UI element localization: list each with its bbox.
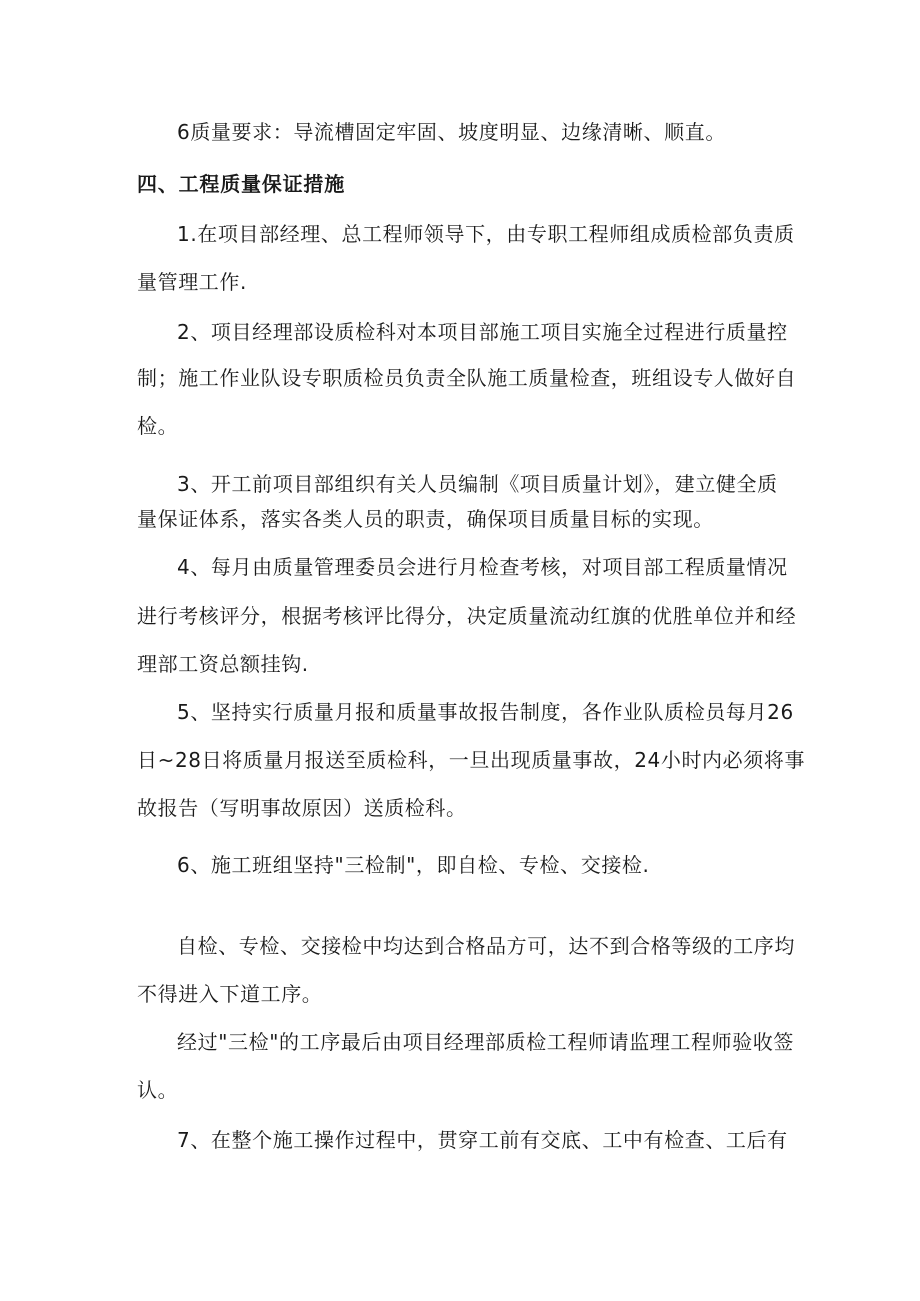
paragraph-5-line-2: 日~28日将质量月报送至质检科，一旦出现质量事故，24小时内必须将事 <box>137 748 806 772</box>
paragraph-7-line-1: 自检、专检、交接检中均达到合格品方可，达不到合格等级的工序均 <box>177 934 795 958</box>
paragraph-4-line-3: 理部工资总额挂钩. <box>137 652 309 676</box>
paragraph-3-line-2: 量保证体系，落实各类人员的职责，确保项目质量目标的实现。 <box>137 507 714 531</box>
paragraph-4-line-1: 4、每月由质量管理委员会进行月检查考核，对项目部工程质量情况 <box>177 555 788 579</box>
paragraph-6-line-1: 6、施工班组坚持"三检制"，即自检、专检、交接检. <box>177 853 650 877</box>
paragraph-1-line-2: 量管理工作. <box>137 270 247 294</box>
paragraph-1-line-1: 1.在项目部经理、总工程师领导下，由专职工程师组成质检部负责质 <box>177 222 795 246</box>
paragraph-2-line-3: 检。 <box>137 414 179 438</box>
paragraph-8-line-2: 认。 <box>137 1078 179 1102</box>
paragraph-2-line-2: 制；施工作业队设专职质检员负责全队施工质量检查，班组设专人做好自 <box>137 366 797 390</box>
paragraph-2-line-1: 2、项目经理部设质检科对本项目部施工项目实施全过程进行质量控 <box>177 320 788 344</box>
paragraph-5-line-1: 5、坚持实行质量月报和质量事故报告制度，各作业队质检员每月26 <box>177 700 794 724</box>
quality-requirement-line: 6质量要求：导流槽固定牢固、坡度明显、边缘清晰、顺直。 <box>177 120 726 144</box>
paragraph-5-line-3: 故报告（写明事故原因）送质检科。 <box>137 796 467 820</box>
paragraph-4-line-2: 进行考核评分，根据考核评比得分，决定质量流动红旗的优胜单位并和经 <box>137 604 797 628</box>
paragraph-3-line-1: 3、开工前项目部组织有关人员编制《项目质量计划》，建立健全质 <box>177 472 778 496</box>
paragraph-7-line-2: 不得进入下道工序。 <box>137 982 323 1006</box>
paragraph-9-line-1: 7、在整个施工操作过程中，贯穿工前有交底、工中有检查、工后有 <box>177 1128 788 1152</box>
paragraph-8-line-1: 经过"三检"的工序最后由项目经理部质检工程师请监理工程师验收签 <box>177 1030 794 1054</box>
section-heading: 四、工程质量保证措施 <box>137 172 345 196</box>
